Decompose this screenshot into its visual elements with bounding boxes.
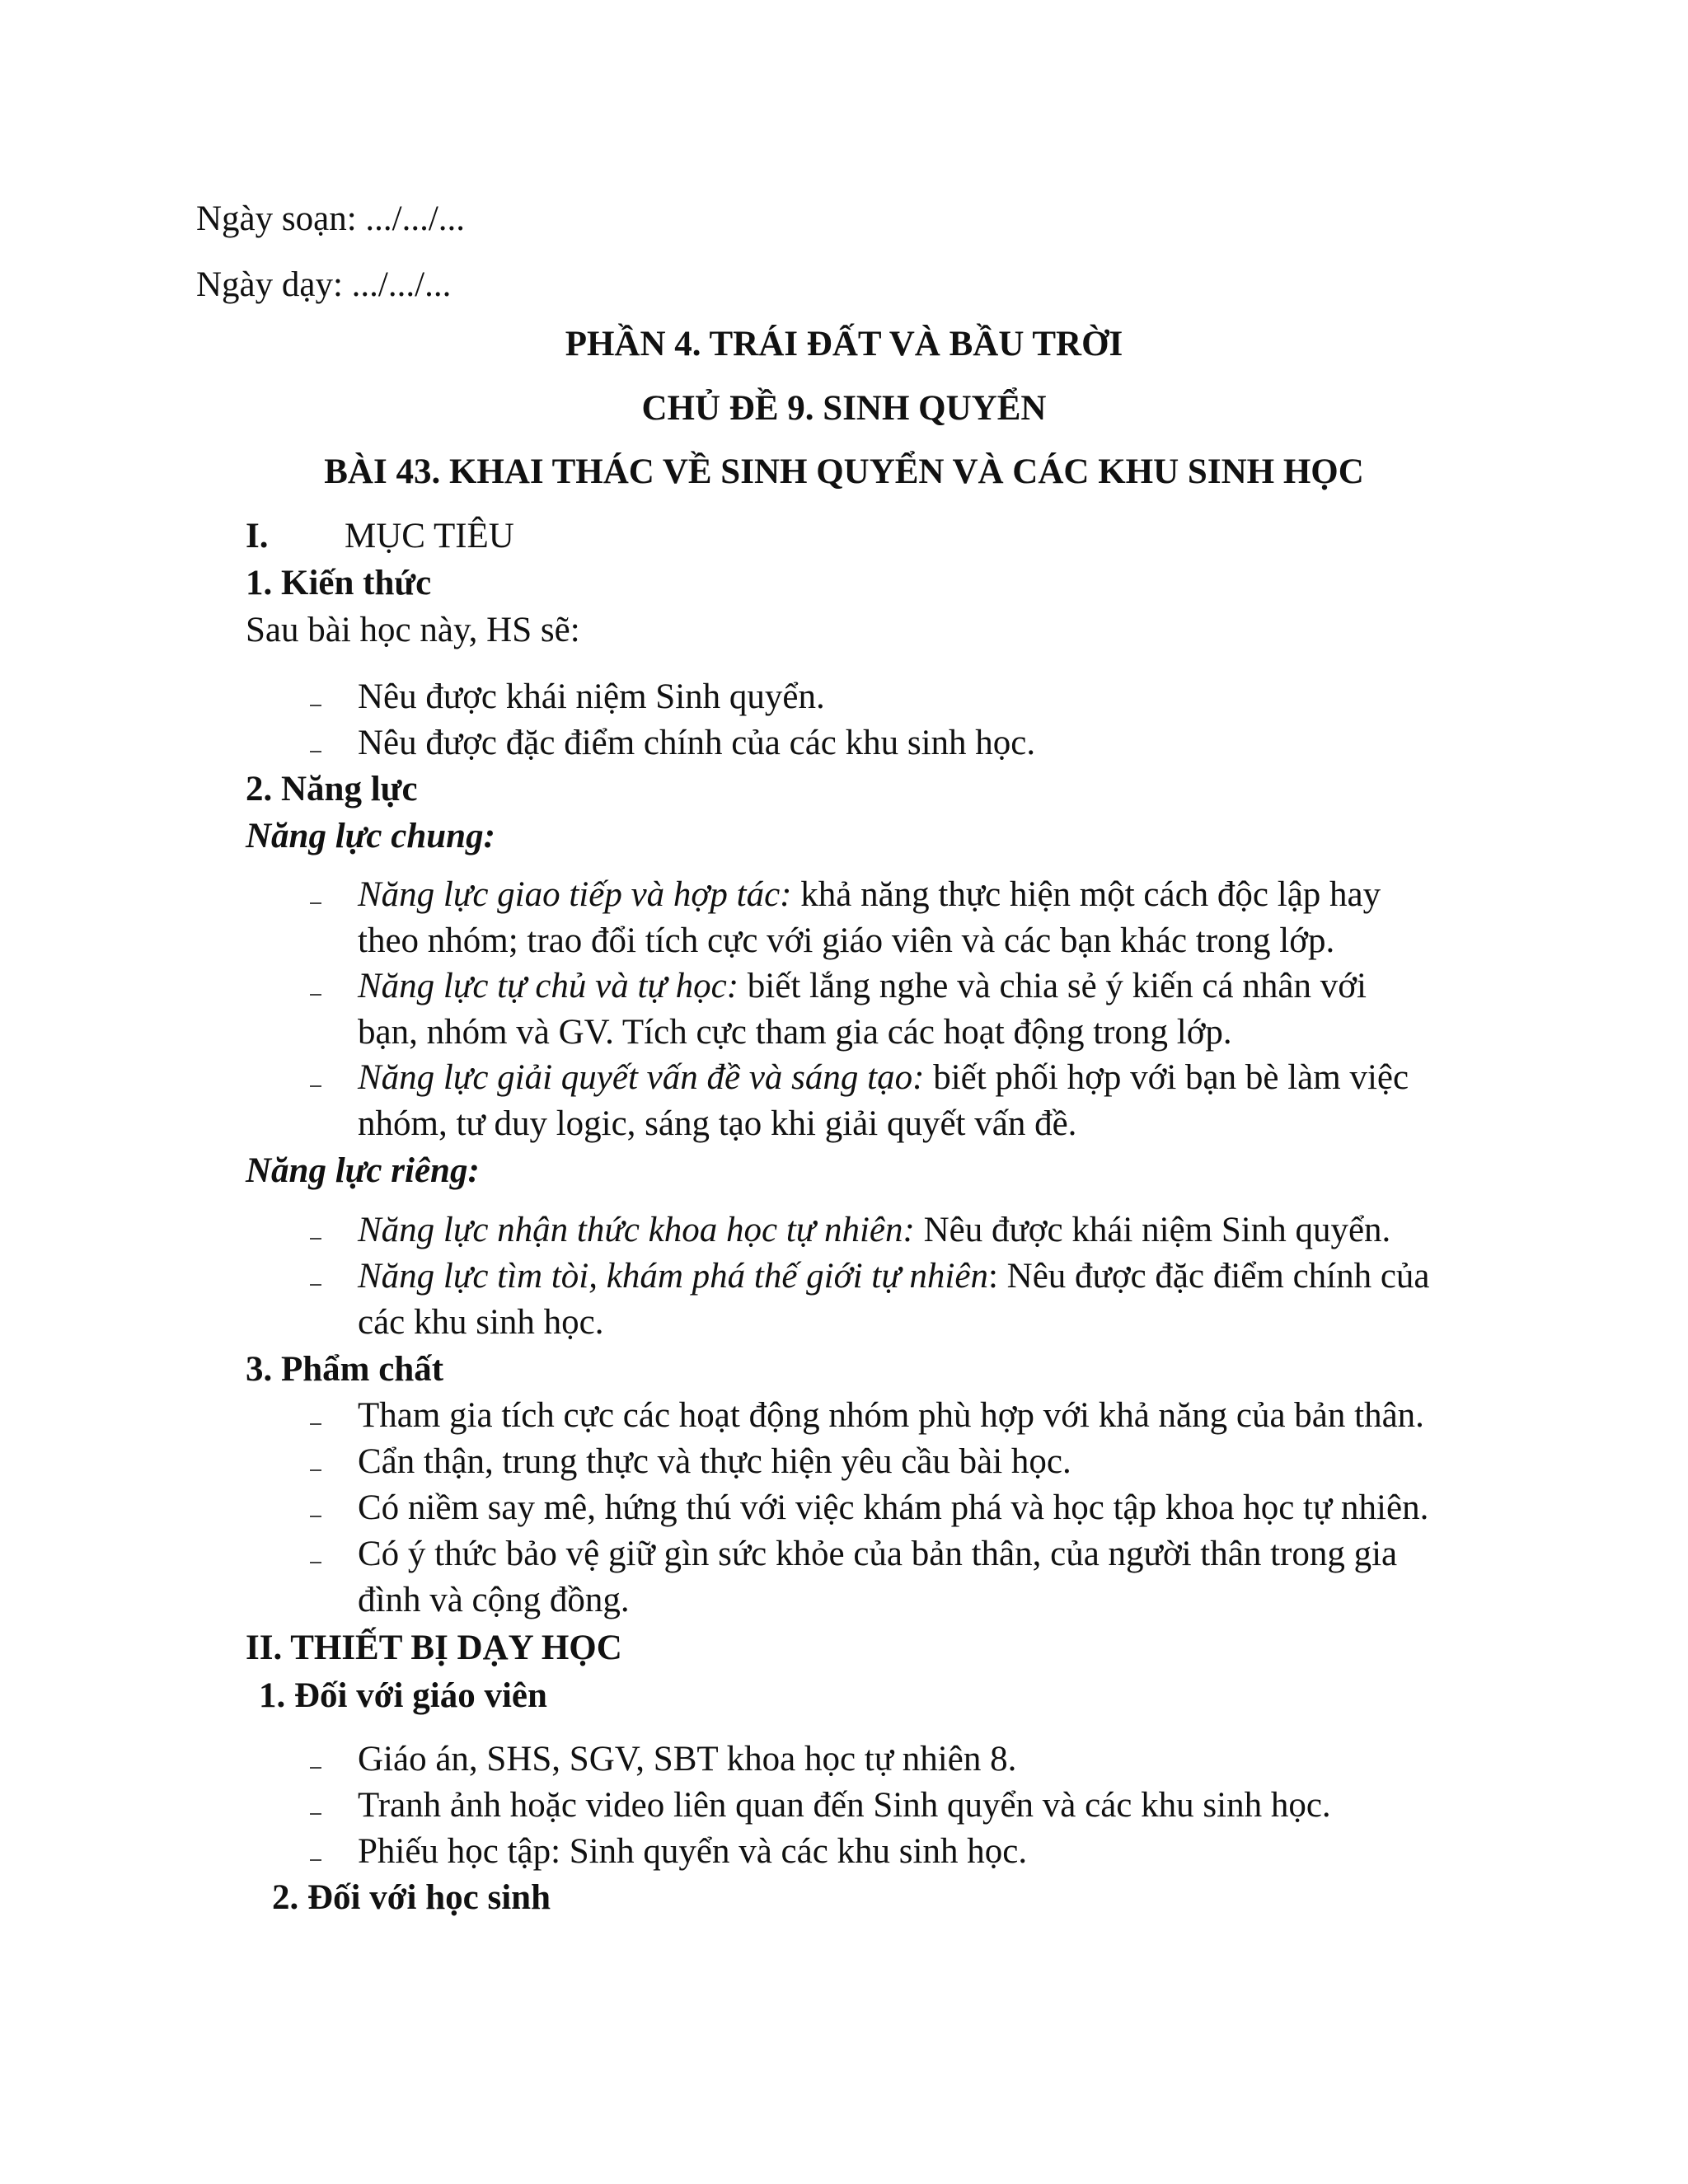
bullet-dash <box>310 1423 321 1425</box>
bullet-dash <box>310 1284 321 1286</box>
specific-competency-item: Năng lực tìm tòi, khám phá thế giới tự nhiên: Nêu được đặc điểm chính của <box>358 1257 1430 1296</box>
teacher-item: Phiếu học tập: Sinh quyển và các khu sinh học. <box>358 1832 1028 1871</box>
competency-heading: 2. Năng lực <box>246 770 418 808</box>
part-title: PHẦN 4. TRÁI ĐẤT VÀ BẦU TRỜI <box>565 325 1123 363</box>
general-competency-item: Năng lực giải quyết vấn đề và sáng tạo: biết phối hợp với bạn bè làm việc <box>358 1058 1409 1097</box>
general-competency-item: Năng lực giao tiếp và hợp tác: khả năng thực hiện một cách độc lập hay <box>358 875 1381 914</box>
teacher-heading: 1. Đối với giáo viên <box>259 1676 547 1715</box>
date-taught: Ngày dạy: .../.../... <box>196 265 452 304</box>
bullet-dash <box>310 705 321 706</box>
topic-title: CHỦ ĐỀ 9. SINH QUYỂN <box>641 389 1047 428</box>
section2-title: II. THIẾT BỊ DẠY HỌC <box>246 1629 622 1667</box>
teacher-item: Tranh ảnh hoặc video liên quan đến Sinh quyển và các khu sinh học. <box>358 1786 1331 1825</box>
knowledge-item: Nêu được đặc điểm chính của các khu sinh học. <box>358 724 1036 762</box>
general-competency-item-cont: bạn, nhóm và GV. Tích cực tham gia các hoạt động trong lớp. <box>358 1013 1232 1052</box>
knowledge-heading: 1. Kiến thức <box>246 564 432 602</box>
bullet-dash <box>310 902 321 904</box>
bullet-dash <box>310 751 321 752</box>
quality-item: Tham gia tích cực các hoạt động nhóm phù hợp với khả năng của bản thân. <box>358 1396 1424 1435</box>
lesson-title: BÀI 43. KHAI THÁC VỀ SINH QUYỂN VÀ CÁC KHU SINH HỌC <box>324 452 1364 491</box>
quality-heading: 3. Phẩm chất <box>246 1350 444 1389</box>
date-prepared: Ngày soạn: .../.../... <box>196 199 466 238</box>
knowledge-item: Nêu được khái niệm Sinh quyển. <box>358 677 825 716</box>
teacher-item: Giáo án, SHS, SGV, SBT khoa học tự nhiên 8. <box>358 1740 1017 1779</box>
quality-item: Cẩn thận, trung thực và thực hiện yêu cầu bài học. <box>358 1442 1071 1481</box>
general-competency-item-cont: nhóm, tư duy logic, sáng tạo khi giải quyết vấn đề. <box>358 1104 1077 1143</box>
bullet-dash <box>310 1085 321 1087</box>
bullet-dash <box>310 1238 321 1240</box>
bullet-dash <box>310 1859 321 1861</box>
specific-competency-item-cont: các khu sinh học. <box>358 1303 604 1342</box>
section1-title: MỤC TIÊU <box>345 517 514 555</box>
quality-item-cont: đình và cộng đồng. <box>358 1581 630 1619</box>
bullet-dash <box>310 1516 321 1517</box>
general-competency-label: Năng lực chung: <box>246 817 495 855</box>
specific-competency-item: Năng lực nhận thức khoa học tự nhiên: Nêu được khái niệm Sinh quyển. <box>358 1211 1391 1249</box>
bullet-dash <box>310 994 321 996</box>
knowledge-intro: Sau bài học này, HS sẽ: <box>246 611 580 649</box>
bullet-dash <box>310 1562 321 1563</box>
bullet-dash <box>310 1469 321 1471</box>
section1-number: I. <box>246 517 269 555</box>
quality-item: Có ý thức bảo vệ giữ gìn sức khỏe của bản thân, của người thân trong gia <box>358 1535 1398 1573</box>
bullet-dash <box>310 1813 321 1815</box>
general-competency-item-cont: theo nhóm; trao đổi tích cực với giáo viên và các bạn khác trong lớp. <box>358 921 1335 960</box>
specific-competency-label: Năng lực riêng: <box>246 1151 480 1190</box>
student-heading: 2. Đối với học sinh <box>272 1878 551 1917</box>
bullet-dash <box>310 1767 321 1769</box>
quality-item: Có niềm say mê, hứng thú với việc khám phá và học tập khoa học tự nhiên. <box>358 1488 1429 1527</box>
general-competency-item: Năng lực tự chủ và tự học: biết lắng nghe và chia sẻ ý kiến cá nhân với <box>358 967 1367 1005</box>
